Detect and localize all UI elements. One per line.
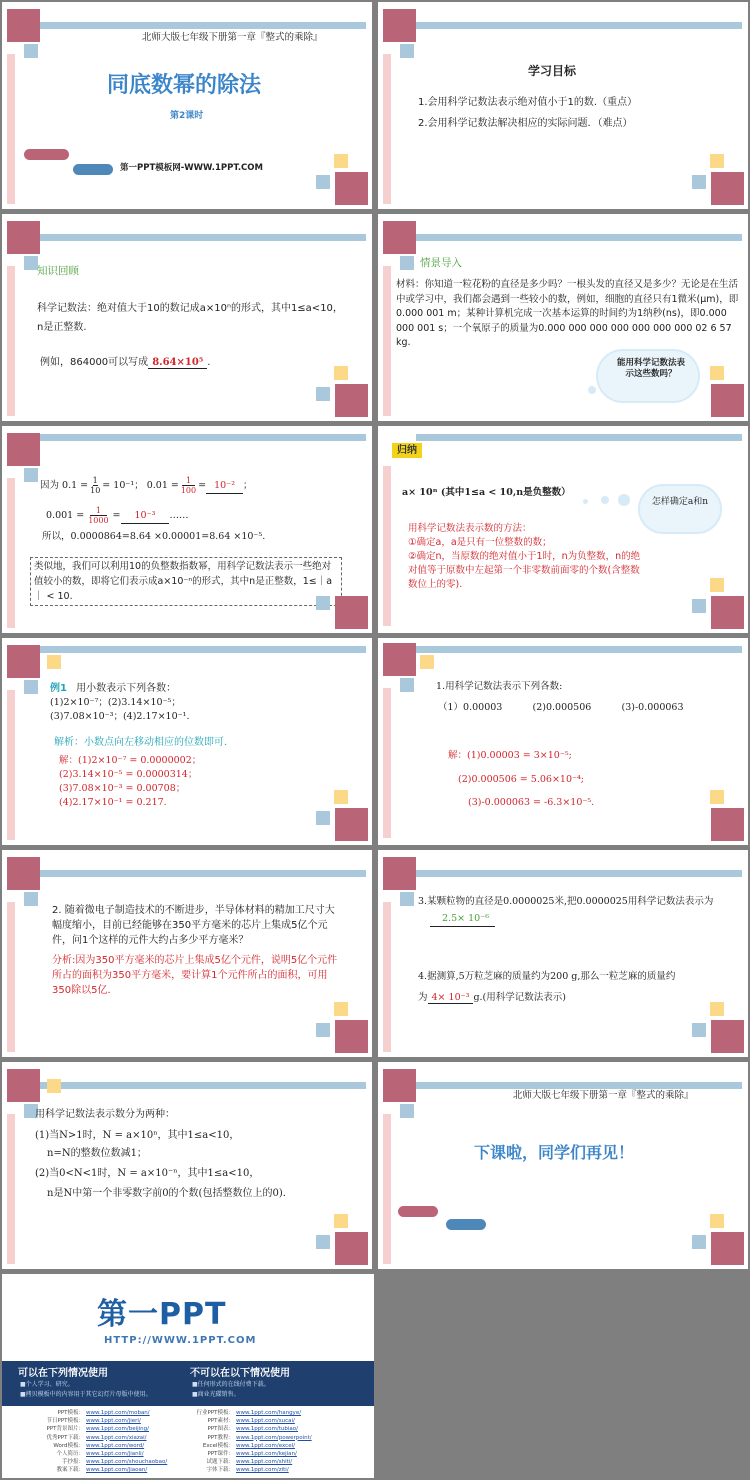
link-url[interactable]: www.1ppt.com/moban/ xyxy=(86,1410,150,1416)
decor-square xyxy=(7,433,40,466)
decor-bar xyxy=(40,234,366,241)
decor-square xyxy=(24,680,38,694)
decor-square xyxy=(7,1069,40,1102)
example-items-1: (1)2×10⁻⁷；(2)3.14×10⁻⁵； xyxy=(50,697,181,708)
can-use-2: ■拷贝模板中的内容用于其它幻灯片母版中使用。 xyxy=(20,1391,152,1398)
answer-1: 解：(1)2×10⁻⁷ = 0.0000002； xyxy=(59,755,202,766)
goal-2: 2.会用科学记数法解决相应的实际问题．（难点） xyxy=(418,118,633,129)
exercise-3: 3.某颗粒物的直径是0.0000025米,把0.0000025用科学记数法表示为 xyxy=(418,896,714,907)
slide-subtitle: 第2课时 xyxy=(170,111,204,121)
link-label: 试题下载： xyxy=(206,1459,234,1466)
link-url[interactable]: www.1ppt.com/tubiao/ xyxy=(236,1426,298,1433)
example-question xyxy=(50,681,176,696)
decor-bar xyxy=(383,466,391,626)
decor-square xyxy=(316,175,330,189)
decor-bar xyxy=(40,870,366,877)
method-step-1: ①确定a，a是只有一位整数的数； xyxy=(408,537,552,548)
example-prefix: 例如，864000可以写成 xyxy=(40,357,149,368)
link-url[interactable]: www.1ppt.com/powerpoint/ xyxy=(236,1434,312,1441)
problem-text: 2. 随着微电子制造技术的不断进步，半导体材料的精加工尺寸大幅度缩小，目前已经能够在350平方毫米的芯片上集成5亿个元件，问1个这样的元件大约占多少平方毫米？ xyxy=(52,905,335,946)
site-credit: 第一PPT模板网-WWW.1PPT.COM xyxy=(120,163,263,173)
link-row xyxy=(192,1450,362,1458)
link-label: 节日PPT模板： xyxy=(46,1418,84,1425)
link-url[interactable]: www.1ppt.com/kejian/ xyxy=(236,1451,297,1458)
decor-bar xyxy=(7,690,15,840)
decor-bar xyxy=(40,434,366,441)
fraction-den: 1000 xyxy=(88,516,109,525)
link-label: PPT图表： xyxy=(207,1426,234,1433)
goodbye-text: 下课啦，同学们再见！ xyxy=(474,1143,635,1162)
link-row xyxy=(192,1417,362,1425)
link-row xyxy=(42,1458,192,1466)
decor-bar xyxy=(40,1082,366,1089)
link-url[interactable]: www.1ppt.com/jiaoan/ xyxy=(86,1467,148,1474)
practice-items: （1）0.00003 (2)0.000506 (3)-0.000063 xyxy=(438,702,684,713)
decor-square xyxy=(692,599,706,613)
decor-square xyxy=(335,172,368,205)
cannot-use-title: 不可以在以下情况使用 xyxy=(190,1368,290,1379)
fraction-num: 1 xyxy=(90,506,107,516)
summary-badge: 归纳 xyxy=(392,443,422,458)
formula: a× 10ⁿ (其中1≤a < 10,n是负整数） xyxy=(402,487,571,498)
text-part: = xyxy=(112,510,121,521)
slide-2-goals[interactable] xyxy=(378,2,748,209)
decor-bar xyxy=(416,234,742,241)
method-title: 用科学记数法表示数的方法： xyxy=(408,523,532,534)
slide-9-problem[interactable] xyxy=(2,850,372,1057)
slide-10-exercises[interactable] xyxy=(378,850,748,1057)
slide-6-summary[interactable] xyxy=(378,426,748,633)
decor-square xyxy=(711,1020,744,1053)
link-row xyxy=(192,1434,362,1442)
decor-square xyxy=(316,1023,330,1037)
link-label: PPT模板： xyxy=(57,1410,84,1416)
example-line xyxy=(40,355,210,370)
decor-square xyxy=(335,1020,368,1053)
exercise-4-line-2 xyxy=(418,990,566,1005)
decor-square xyxy=(383,857,416,890)
decor-bar xyxy=(416,434,742,441)
slide-8-practice[interactable] xyxy=(378,638,748,845)
decor-pill xyxy=(24,149,69,160)
can-use-title: 可以在下列情况使用 xyxy=(18,1368,108,1379)
slide-13-license[interactable] xyxy=(2,1274,374,1478)
link-label: PPT素材： xyxy=(207,1418,234,1425)
conclusion-line-0: 用科学记数法表示数分为两种： xyxy=(35,1109,175,1120)
link-url[interactable]: www.1ppt.com/sucai/ xyxy=(236,1418,295,1425)
slide-12-ending[interactable] xyxy=(378,1062,748,1269)
link-row xyxy=(42,1442,192,1450)
derivation-line-1 xyxy=(40,476,253,495)
review-line-1: 科学记数法：绝对值大于10的数记成a×10ⁿ的形式，其中1≤a<10， xyxy=(37,303,343,314)
decor-square xyxy=(400,44,414,58)
decor-bar xyxy=(40,22,366,29)
review-line-2: n是正整数. xyxy=(37,322,87,333)
link-row xyxy=(42,1434,192,1442)
decor-square xyxy=(24,468,38,482)
decor-square xyxy=(710,790,724,804)
link-label: 字体下载： xyxy=(206,1467,234,1474)
decor-square xyxy=(7,645,40,678)
slide-5-derivation[interactable] xyxy=(2,426,372,633)
link-row xyxy=(42,1450,192,1458)
decor-bar xyxy=(383,902,391,1052)
link-label: 个人简历： xyxy=(56,1451,84,1458)
decor-bar xyxy=(383,688,391,838)
text-part: 为 xyxy=(418,992,428,1003)
decor-bar xyxy=(7,478,15,628)
answer-3: (3)7.08×10⁻³ = 0.00708； xyxy=(59,783,186,794)
link-url[interactable]: www.1ppt.com/xiazai/ xyxy=(86,1434,147,1441)
decor-bar xyxy=(7,266,15,416)
cannot-use-2: ■商业光碟销售。 xyxy=(192,1391,240,1398)
section-heading: 知识回顾 xyxy=(37,265,79,277)
example-suffix: . xyxy=(207,357,211,368)
cannot-use-1: ■任何形式的在线付费下载。 xyxy=(192,1381,270,1388)
decor-square xyxy=(711,596,744,629)
series-header: 北师大版七年级下册第一章『整式的乘除』 xyxy=(513,1090,694,1101)
link-url[interactable]: www.1ppt.com/shouchaobao/ xyxy=(86,1459,168,1466)
slide-4-intro[interactable] xyxy=(378,214,748,421)
decor-pill xyxy=(398,1206,438,1217)
link-url[interactable]: www.1ppt.com/excel/ xyxy=(236,1442,295,1449)
cloud-text: 怎样确定a和n xyxy=(651,497,709,507)
fraction-den: 10 xyxy=(90,486,101,495)
example-text: 用小数表示下列各数： xyxy=(76,683,177,694)
link-row xyxy=(192,1442,362,1450)
link-label: 教案下载： xyxy=(56,1467,84,1474)
decor-square xyxy=(335,384,368,417)
decor-pill xyxy=(446,1219,486,1230)
cloud-dot xyxy=(583,499,588,504)
links-list-left xyxy=(42,1409,192,1475)
text-part: 因为 0.1 = xyxy=(40,480,89,491)
decor-pill xyxy=(73,164,113,175)
summary-box: 类似地，我们可以利用10的负整数指数幂，用科学记数法表示一些绝对值较小的数，即将它们表示成a×10⁻ⁿ的形式，其中n是正整数，1≤｜a｜ < 10. xyxy=(30,557,342,606)
fraction-num: 1 xyxy=(92,476,98,485)
slide-1-title[interactable] xyxy=(2,2,372,209)
decor-square xyxy=(711,172,744,205)
practice-answer-2: (2)0.000506 = 5.06×10⁻⁴; xyxy=(458,774,585,785)
example-answer: 8.64×10⁵ xyxy=(148,357,207,369)
text-part: …… xyxy=(169,510,189,521)
links-list-right xyxy=(192,1409,362,1475)
decor-square xyxy=(711,808,744,841)
link-label: 行业PPT模板： xyxy=(196,1410,234,1416)
exercise-4-line-1: 4.据测算,5万粒芝麻的质量约为200 g,那么一粒芝麻的质量约 xyxy=(418,971,676,982)
fraction-den: 100 xyxy=(180,486,197,495)
method-step-2: ②确定n，当原数的绝对值小于1时，n为负整数，n的绝对值等于原数中左起第一个非零数前面零的个数(含整数数位上的零). xyxy=(408,551,641,590)
answer-blank: 10⁻² xyxy=(206,478,243,494)
text-part: ； xyxy=(243,480,253,491)
decor-square xyxy=(334,366,348,380)
decor-bar xyxy=(7,902,15,1052)
decor-square xyxy=(334,154,348,168)
decor-square xyxy=(7,857,40,890)
decor-bar xyxy=(7,54,15,204)
decor-square xyxy=(316,1235,330,1249)
link-row xyxy=(192,1458,362,1466)
text-part: = 10⁻¹； 0.01 = xyxy=(102,480,179,491)
decor-square xyxy=(383,9,416,42)
decor-bar xyxy=(40,646,366,653)
decor-square xyxy=(692,1235,706,1249)
link-row xyxy=(42,1466,192,1474)
link-label: PPT背景图片： xyxy=(46,1426,84,1433)
decor-square xyxy=(711,384,744,417)
link-url[interactable]: www.1ppt.com/jieri/ xyxy=(86,1418,141,1425)
exercise-4-answer: 4× 10⁻³ xyxy=(428,992,474,1004)
decor-square xyxy=(334,1214,348,1228)
decor-bar xyxy=(7,1114,15,1264)
link-url[interactable]: www.1ppt.com/hangye/ xyxy=(236,1410,302,1416)
decor-square xyxy=(334,1002,348,1016)
example-label: 例1 xyxy=(50,683,67,694)
decor-square xyxy=(383,643,416,676)
text-part: = xyxy=(198,480,207,491)
link-url[interactable]: www.1ppt.com/beijing/ xyxy=(86,1426,150,1433)
slide-title: 同底数幂的除法 xyxy=(107,73,262,98)
decor-square xyxy=(400,678,414,692)
decor-square xyxy=(710,1214,724,1228)
answer-4: (4)2.17×10⁻¹ = 0.217. xyxy=(59,797,167,808)
answer-blank: 10⁻³ xyxy=(121,508,170,524)
derivation-line-3: 所以，0.0000864=8.64 ×0.00001=8.64 ×10⁻⁵. xyxy=(42,531,266,542)
decor-square xyxy=(420,655,434,669)
decor-square xyxy=(334,790,348,804)
decor-square xyxy=(7,9,40,42)
fraction-num: 1 xyxy=(182,476,195,486)
decor-square xyxy=(47,1079,61,1093)
brand-url: HTTP://WWW.1PPT.COM xyxy=(104,1335,257,1346)
link-url[interactable]: www.1ppt.com/jianli/ xyxy=(86,1451,144,1458)
decor-square xyxy=(710,578,724,592)
brand-logo: 第一PPT xyxy=(97,1297,227,1332)
link-row xyxy=(42,1425,192,1433)
decor-bar xyxy=(416,22,742,29)
decor-square xyxy=(335,808,368,841)
decor-square xyxy=(316,387,330,401)
decor-square xyxy=(383,1069,416,1102)
decor-square xyxy=(316,811,330,825)
decor-square xyxy=(316,596,330,610)
link-label: PPT教程： xyxy=(207,1434,234,1441)
practice-question: 1.用科学记数法表示下列各数: xyxy=(436,681,563,692)
derivation-line-2 xyxy=(46,506,188,525)
link-row xyxy=(42,1409,192,1417)
cloud-dot xyxy=(618,494,630,506)
text-part: 0.001 = xyxy=(46,510,85,521)
link-label: 手抄报： xyxy=(61,1459,84,1466)
conclusion-line-3: (2)当0<N<1时，N = a×10⁻ⁿ，其中1≤a<10， xyxy=(35,1168,260,1179)
exercise-3-answer: 2.5× 10⁻⁶ xyxy=(430,911,495,927)
can-use-1: ■个人学习、研究。 xyxy=(20,1381,74,1388)
slide-7-example[interactable] xyxy=(2,638,372,845)
answer-2: (2)3.14×10⁻⁵ = 0.0000314； xyxy=(59,769,198,780)
link-row xyxy=(192,1425,362,1433)
decor-square xyxy=(711,1232,744,1265)
fraction xyxy=(181,476,196,495)
slide-3-review[interactable] xyxy=(2,214,372,421)
decor-bar xyxy=(383,266,391,416)
slide-11-conclusion[interactable] xyxy=(2,1062,372,1269)
link-row xyxy=(192,1466,362,1474)
cloud-text: 能用科学记数法表示这些数吗？ xyxy=(616,358,685,379)
decor-bar xyxy=(416,870,742,877)
decor-square xyxy=(24,892,38,906)
decor-bar xyxy=(383,54,391,204)
material-paragraph: 材料：你知道一粒花粉的直径是多少吗？一根头发的直径又是多少？无论是在生活中或学习中，我们都会遇到一些较小的数，例如，细胞的直径只有1微米(μm)，即0.000 001 m；某种计算机完成一次基本运算的时间约为1纳秒(ns)，即0.000 000 001 s；一个氧原子的质量为0.000 000 000 000 000 000 000 02 6 57 kg. xyxy=(396,279,739,348)
conclusion-line-1: (1)当N>1时，N = a×10ⁿ，其中1≤a<10， xyxy=(35,1130,240,1141)
link-label: 优秀PPT下载： xyxy=(46,1434,84,1441)
decor-square xyxy=(24,256,38,270)
cloud-dot xyxy=(601,496,609,504)
problem-analysis: 分析:因为350平方毫米的芯片上集成5亿个元件，说明5亿个元件所占的面积为350平方毫米，要计算1个元件所占的面积，可用350除以5亿． xyxy=(52,955,338,996)
decor-square xyxy=(335,596,368,629)
link-row xyxy=(42,1417,192,1425)
analysis: 解析：小数点向左移动相应的位数即可． xyxy=(54,737,234,748)
link-url[interactable]: www.1ppt.com/shiti/ xyxy=(236,1459,293,1466)
practice-answer-3: (3)-0.000063 = -6.3×10⁻⁵. xyxy=(468,797,595,808)
goal-1: 1.会用科学记数法表示绝对值小于1的数.（重点） xyxy=(418,97,638,108)
fraction xyxy=(90,476,100,495)
decor-square xyxy=(400,1104,414,1118)
link-row xyxy=(192,1409,362,1417)
link-label: Excel模板： xyxy=(202,1442,234,1449)
decor-square xyxy=(47,655,61,669)
conclusion-line-2: n=N的整数位数减1； xyxy=(47,1148,147,1159)
fraction xyxy=(88,506,108,525)
link-label: Word模板： xyxy=(53,1442,84,1449)
section-heading: 情景导入 xyxy=(420,257,462,269)
decor-square xyxy=(400,256,414,270)
decor-square xyxy=(335,1232,368,1265)
conclusion-line-4: n是N中第一个非零数字前0的个数(包括整数位上的0)． xyxy=(47,1188,293,1199)
decor-square xyxy=(400,892,414,906)
decor-square xyxy=(692,175,706,189)
series-header: 北师大版七年级下册第一章『整式的乘除』 xyxy=(142,32,323,43)
practice-answer-1: 解：(1)0.00003 = 3×10⁻⁵; xyxy=(448,750,572,761)
decor-bar xyxy=(416,646,742,653)
decor-square xyxy=(710,366,724,380)
decor-square xyxy=(24,44,38,58)
decor-square xyxy=(710,154,724,168)
text-part: g.(用科学记数法表示) xyxy=(473,992,566,1003)
decor-bar xyxy=(383,1114,391,1264)
thought-cloud xyxy=(640,486,720,532)
goals-title: 学习目标 xyxy=(528,64,577,78)
decor-square xyxy=(692,1023,706,1037)
link-label: PPT课件： xyxy=(207,1451,234,1458)
link-url[interactable]: www.1ppt.com/word/ xyxy=(86,1442,145,1449)
example-items-2: (3)7.08×10⁻³；(4)2.17×10⁻¹. xyxy=(50,711,190,722)
decor-square xyxy=(7,221,40,254)
decor-square xyxy=(710,1002,724,1016)
decor-square xyxy=(383,221,416,254)
cloud-dot xyxy=(588,386,596,394)
link-url[interactable]: www.1ppt.com/ziti/ xyxy=(236,1467,289,1474)
